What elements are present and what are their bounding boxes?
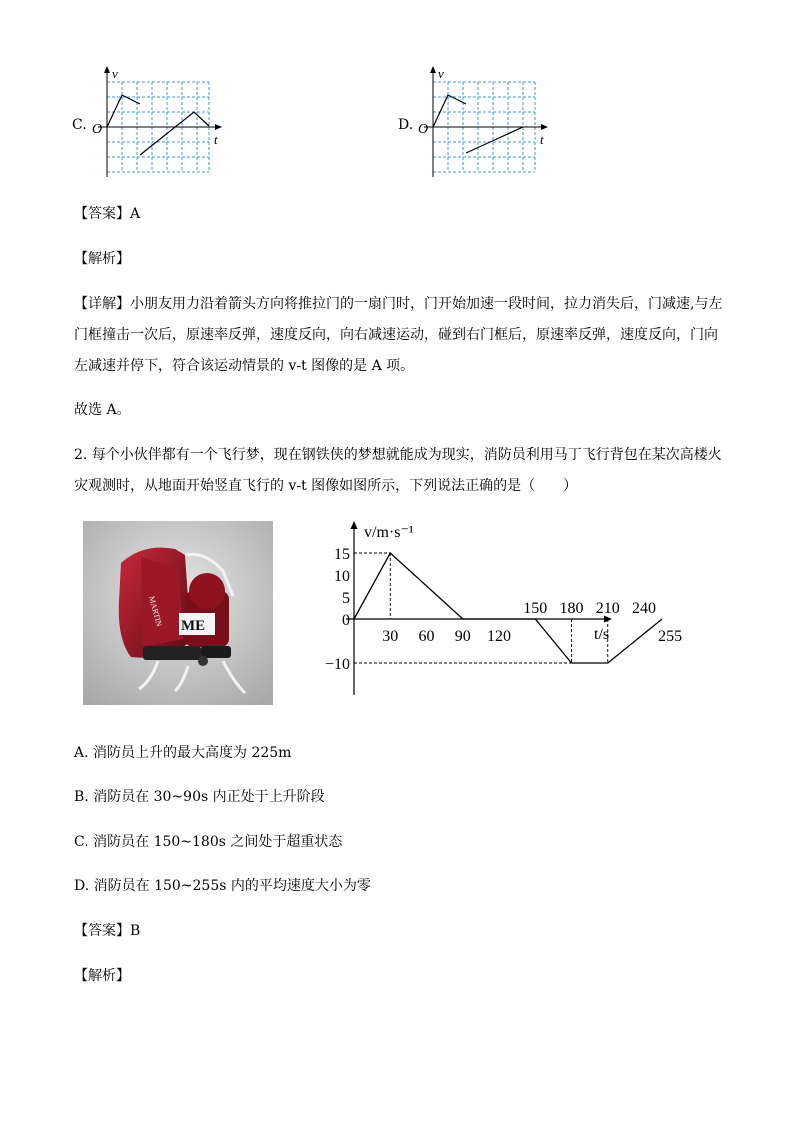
- q2-option-d: D. 消防员在 150~255s 内的平均速度大小为零: [74, 878, 371, 894]
- option-d-v-axis-label: v: [438, 66, 444, 81]
- q2-option-b: B. 消防员在 30~90s 内正处于上升阶段: [74, 789, 325, 805]
- q1-detail-line-2: 门框撞击一次后，原速率反弹，速度反向，向右减速运动，碰到右门框后，原速率反弹，速度反向，门向: [74, 327, 718, 343]
- q1-detail-line-3: 左减速并停下，符合该运动情景的 v-t 图像的是 A 项。: [74, 358, 415, 374]
- q1-detail-line-1: 【详解】小朋友用力沿着箭头方向将推拉门的一扇门时，门开始加速一段时间，拉力消失后，门减速,与左: [74, 296, 723, 312]
- vt-x-tick-1: 60: [418, 628, 435, 645]
- vt-x-tick-6: 210: [595, 600, 620, 617]
- q1-conclusion: 故选 A。: [74, 402, 131, 418]
- option-d-origin: O: [418, 122, 429, 137]
- q2-stem-line-1: 2. 每个小伙伴都有一个飞行梦，现在钢铁侠的梦想就能成为现实，消防员利用马丁飞行背包在某次高楼火: [74, 447, 722, 463]
- vt-chart-xlabel: t/s: [594, 626, 610, 643]
- jetpack-image: [83, 521, 273, 705]
- option-c-v-axis-label: v: [112, 66, 118, 81]
- vt-chart: [310, 515, 683, 705]
- option-c-origin: O: [92, 122, 103, 137]
- vt-y-tick-3: 0: [342, 612, 350, 629]
- vt-x-tick-4: 150: [523, 600, 548, 617]
- vt-y-tick-0: 15: [334, 546, 350, 563]
- vt-chart-ylabel: v/m·s⁻¹: [364, 524, 414, 541]
- jetpack-brand-text: MARTIN: [147, 595, 164, 628]
- vt-y-tick-4: −10: [324, 656, 350, 673]
- vt-x-tick-2: 90: [454, 628, 471, 645]
- option-d-graph: [414, 62, 564, 187]
- jetpack-photo: [83, 521, 273, 705]
- option-c-t-axis-label: t: [214, 132, 218, 147]
- option-d-t-axis-label: t: [540, 132, 544, 147]
- vt-x-tick-5: 180: [559, 600, 584, 617]
- vt-y-tick-1: 10: [334, 568, 350, 585]
- option-d-label: D.: [398, 117, 414, 133]
- q2-option-c: C. 消防员在 150~180s 之间处于超重状态: [74, 834, 343, 850]
- q2-stem-line-2: 灾观测时，从地面开始竖直飞行的 v-t 图像如图所示，下列说法正确的是（ ）: [74, 478, 578, 494]
- vt-x-tick-3: 120: [487, 628, 511, 645]
- q1-analysis-heading: 【解析】: [74, 251, 130, 267]
- option-c-graph: [88, 62, 238, 187]
- vt-x-tick-0: 30: [382, 628, 399, 645]
- q2-analysis-heading: 【解析】: [74, 968, 130, 984]
- vt-y-tick-2: 5: [342, 590, 350, 607]
- vt-x-tick-8: 255: [658, 628, 683, 645]
- q2-answer: 【答案】B: [74, 923, 141, 939]
- q1-answer: 【答案】A: [74, 206, 141, 222]
- option-c-label: C.: [72, 117, 87, 133]
- jetpack-logo-text: ME: [181, 618, 206, 634]
- q2-option-a: A. 消防员上升的最大高度为 225m: [74, 745, 292, 761]
- vt-chart-y-axis-arrow: [351, 521, 358, 529]
- vt-x-tick-7: 240: [632, 600, 656, 617]
